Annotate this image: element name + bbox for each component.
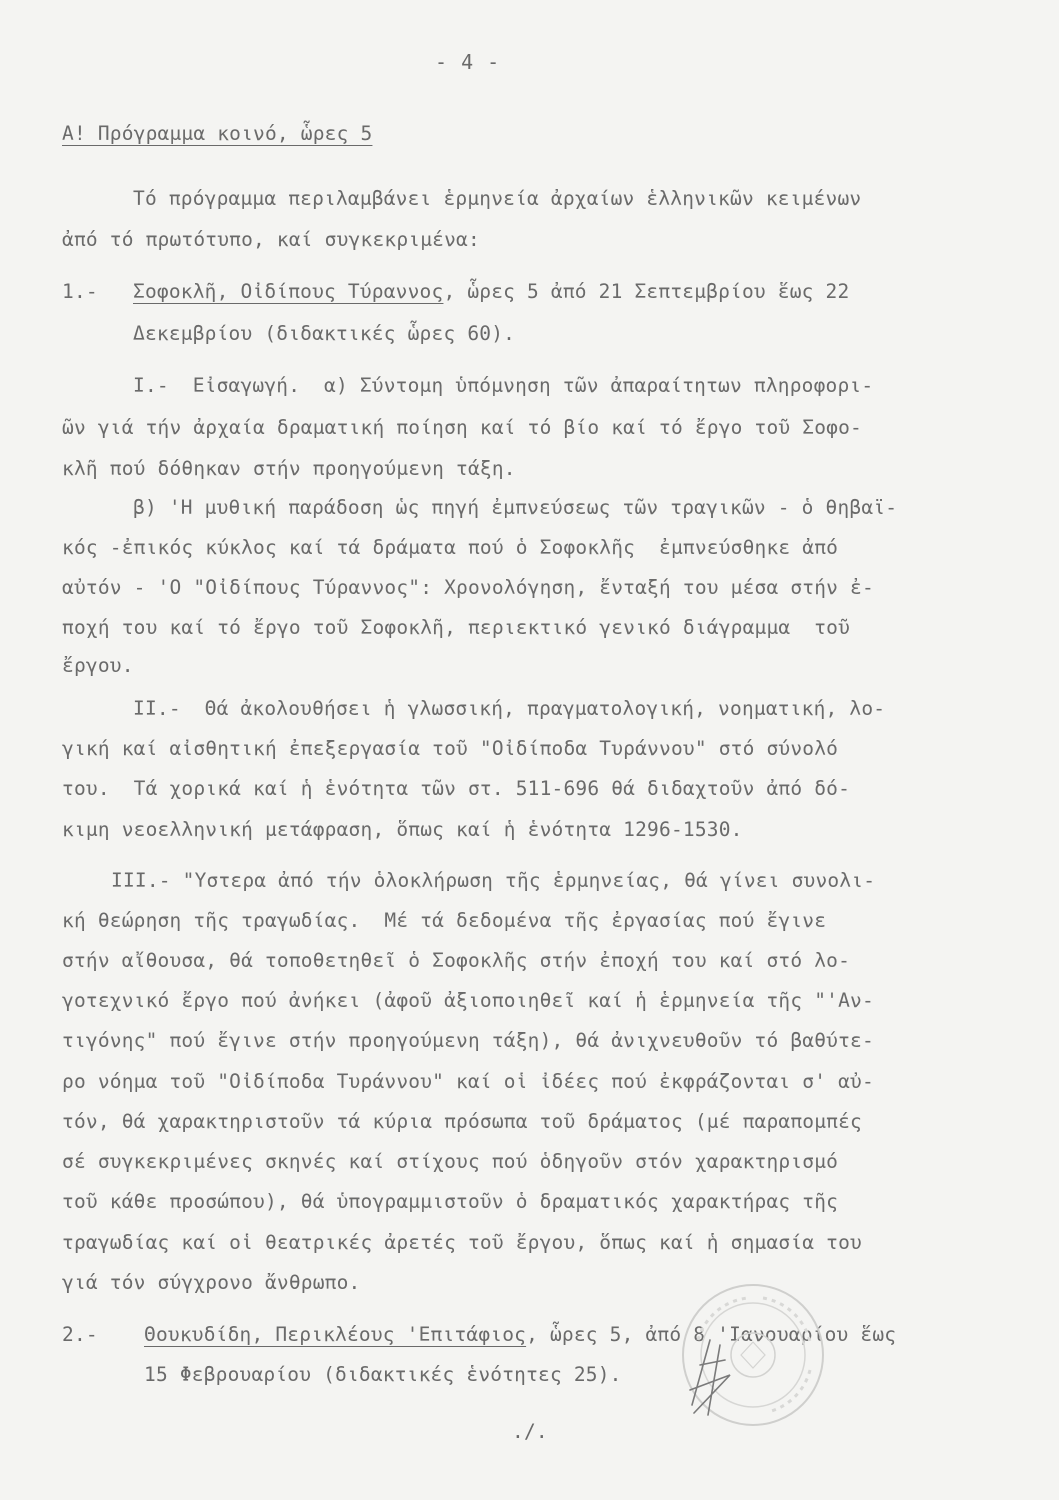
section-III-line: ρο νόημα τοῦ "Οἰδίποδα Τυράννου" καί οἱ ἰδέες πού ἐκφράζονται σ' αὐ-: [62, 1070, 874, 1093]
continuation-mark: ./.: [512, 1420, 548, 1443]
intro-line: Τό πρόγραμμα περιλαμβάνει ἑρμηνεία ἀρχαίων ἑλληνικῶν κειμένων: [133, 187, 862, 210]
section-III-line: κή θεώρηση τῆς τραγωδίας. Μέ τά δεδομένα τῆς ἐργασίας πού ἔγινε: [62, 909, 827, 932]
section-II-line: ΙΙ.- Θά ἀκολουθήσει ἡ γλωσσική, πραγματολογική, νοηματική, λο-: [133, 697, 886, 720]
section-III-line: σέ συγκεκριμένες σκηνές καί στίχους πού ὁδηγοῦν στόν χαρακτηρισμό: [62, 1150, 839, 1173]
section-III-line: γιά τόν σύγχρονο ἄνθρωπο.: [62, 1271, 361, 1294]
section-I-line: ἔργου.: [62, 654, 134, 677]
section-I-line: αὐτόν - 'Ο "Οἰδίπους Τύραννος": Χρονολόγηση, ἔνταξή του μέσα στήν ἐ-: [62, 576, 874, 599]
item1-number: 1.-: [62, 280, 98, 303]
section-III-line: γοτεχνικό ἔργο πού ἀνήκει (ἀφοῦ ἀξιοποιηθεῖ καί ἡ ἑρμηνεία τῆς "'Αν-: [62, 989, 874, 1012]
section-I-line: ῶν γιά τήν ἀρχαία δραματική ποίηση καί τό βίο καί τό ἔργο τοῦ Σοφο-: [62, 416, 862, 439]
item1-line: [133, 280, 849, 304]
section-I-line: Ι.- Εἰσαγωγή. α) Σύντομη ὑπόμνηση τῶν ἀπαραίτητων πληροφορι-: [133, 374, 874, 397]
intro-line: ἀπό τό πρωτότυπο, καί συγκεκριμένα:: [62, 228, 480, 251]
item2-line2: 15 Φεβρουαρίου (διδακτικές ἑνότητες 25).: [144, 1363, 622, 1386]
item2-rest: , ὧρες 5, ἀπό 8 'Ιανουαρίου ἕως: [526, 1323, 897, 1346]
section-III-line: ΙΙΙ.- "Υστερα ἀπό τήν ὁλοκλήρωση τῆς ἑρμηνείας, θά γίνει συνολι-: [111, 869, 876, 892]
section-II-line: κιμη νεοελληνική μετάφραση, ὅπως καί ἡ ἑνότητα 1296-1530.: [62, 818, 743, 841]
signature: [680, 1335, 740, 1425]
section-II-line: του. Τά χορικά καί ἡ ἑνότητα τῶν στ. 511-696 θά διδαχτοῦν ἀπό δό-: [62, 777, 851, 800]
item1-title: Σοφοκλῆ, Οἰδίπους Τύραννος: [133, 280, 444, 303]
item1-rest: , ὧρες 5 ἀπό 21 Σεπτεμβρίου ἕως 22: [443, 280, 850, 303]
section-I-line: ποχή του καί τό ἔργο τοῦ Σοφοκλῆ, περιεκτικό γενικό διάγραμμα τοῦ: [62, 616, 851, 639]
section-II-line: γική καί αἰσθητική ἐπεξεργασία τοῦ "Οἰδίποδα Τυράννου" στό σύνολό: [62, 737, 839, 760]
section-III-line: τραγωδίας καί οἱ θεατρικές ἀρετές τοῦ ἔργου, ὅπως καί ἡ σημασία του: [62, 1231, 862, 1254]
section-I-line: β) 'Η μυθική παράδοση ὡς πηγή ἐμπνεύσεως τῶν τραγικῶν - ὁ θηβαϊ-: [133, 496, 898, 519]
page-number: - 4 -: [435, 50, 501, 74]
section-I-line: κλῆ πού δόθηκαν στήν προηγούμενη τάξη.: [62, 457, 516, 480]
section-I-line: κός -ἐπικός κύκλος καί τά δράματα πού ὁ Σοφοκλῆς ἐμπνεύσθηκε ἀπό: [62, 536, 839, 559]
section-III-line: στήν αἴθουσα, θά τοποθετηθεῖ ὁ Σοφοκλῆς στήν ἐποχή του καί στό λο-: [62, 949, 851, 972]
item2-number: 2.-: [62, 1323, 98, 1346]
item1-line2: Δεκεμβρίου (διδακτικές ὧρες 60).: [133, 322, 516, 345]
item2-title: Θουκυδίδη, Περικλέους 'Επιτάφιος: [144, 1323, 527, 1346]
section-III-line: τοῦ κάθε προσώπου), θά ὑπογραμμιστοῦν ὁ δραματικός χαρακτήρας τῆς: [62, 1190, 839, 1213]
section-III-line: τιγόνης" πού ἔγινε στήν προηγούμενη τάξη), θά ἀνιχνευθοῦν τό βαθύτε-: [62, 1029, 874, 1052]
section-III-line: τόν, θά χαρακτηριστοῦν τά κύρια πρόσωπα τοῦ δράματος (μέ παραπομπές: [62, 1110, 862, 1133]
section-heading: Α! Πρόγραμμα κοινό, ὧρες 5: [62, 122, 373, 145]
